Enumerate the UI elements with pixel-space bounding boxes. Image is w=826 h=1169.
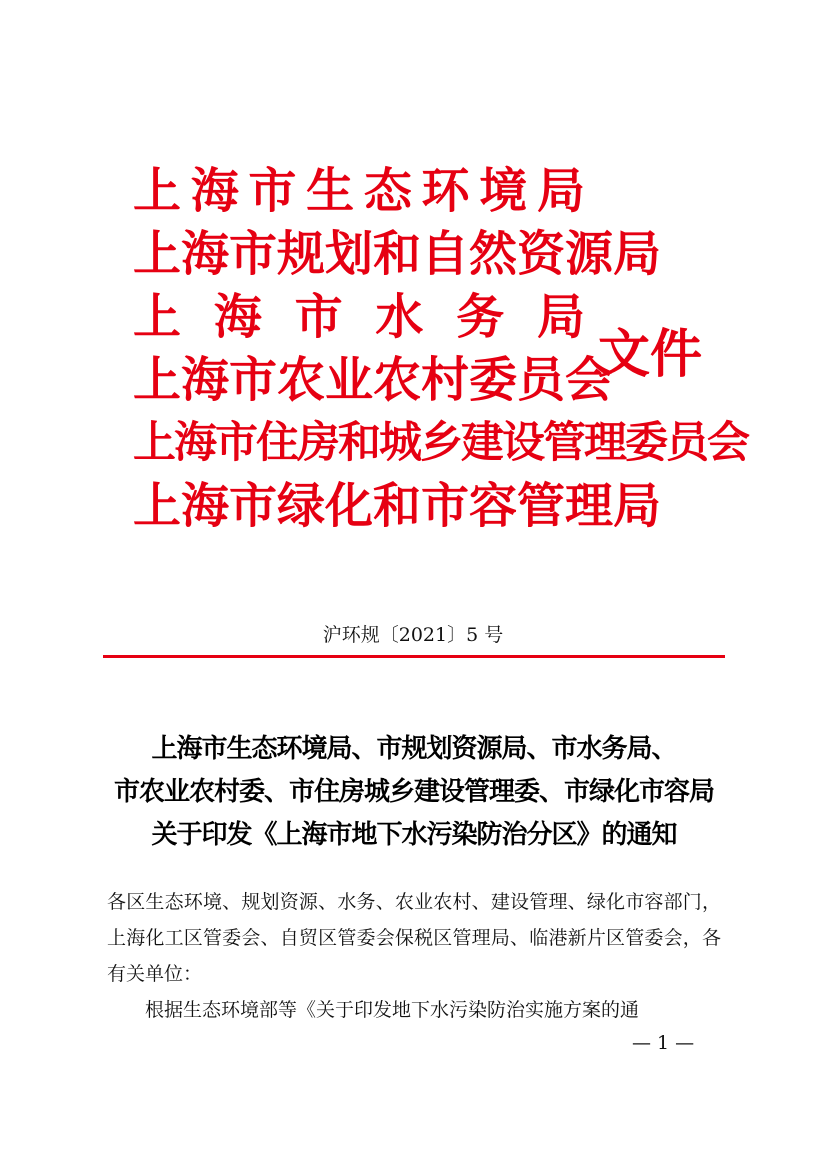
agency-name-5: 上海市住房和城乡建设管理委员会 — [133, 418, 748, 468]
agency-name-2: 上海市规划和自然资源局 — [133, 226, 662, 282]
document-body — [107, 884, 721, 1028]
document-title — [103, 728, 725, 857]
agency-name-6: 上海市绿化和市容管理局 — [133, 478, 662, 534]
addressee: 各区生态环境、规划资源、水务、农业农村、建设管理、绿化市容部门，上海化工区管委会、自贸区管委会保税区管理局、临港新片区管委会，各有关单位： — [107, 891, 721, 985]
title-line-3: 关于印发《上海市地下水污染防治分区》的通知 — [151, 820, 677, 850]
document-number: 沪环规〔2021〕5 号 — [322, 624, 504, 646]
agency-name-1: 上海市生态环境局 — [133, 163, 585, 219]
agency-name-3: 上海市水务局 — [133, 289, 585, 345]
title-line-1: 上海市生态环境局、市规划资源局、市水务局、 — [151, 734, 677, 764]
red-divider — [103, 655, 725, 658]
masthead-suffix: 文件 — [598, 325, 703, 385]
title-line-2: 市农业农村委、市住房城乡建设管理委、市绿化市容局 — [113, 777, 714, 807]
body-paragraph: 根据生态环境部等《关于印发地下水污染防治实施方案的通 — [145, 999, 640, 1021]
agency-name-4: 上海市农业农村委员会 — [133, 352, 614, 408]
page-number: — 1 — — [632, 1032, 695, 1054]
